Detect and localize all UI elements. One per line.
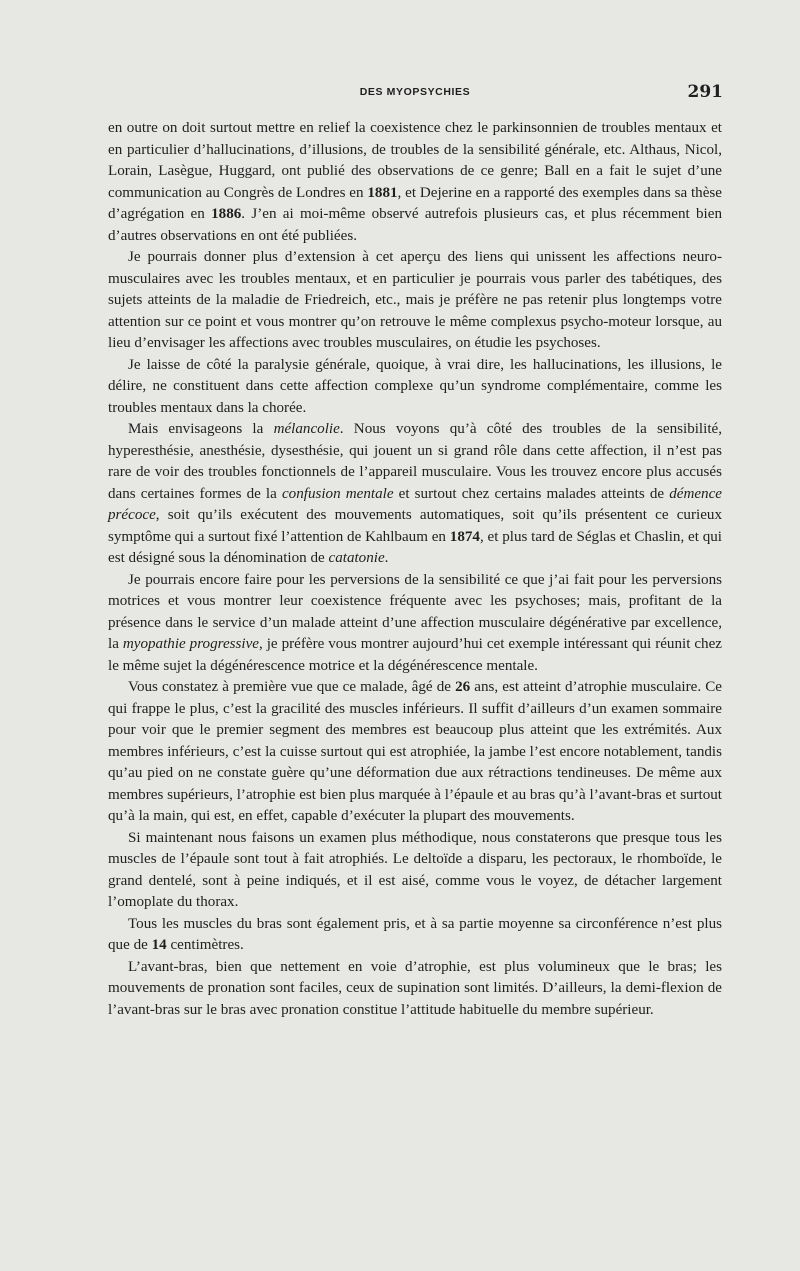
italic-term: mélancolie bbox=[273, 421, 340, 437]
text-run: et surtout chez certains malades atteints de bbox=[393, 485, 670, 502]
text-run: L’avant-bras, bien que nettement en voie d’atrophie, est plus volumineux que le bras; les mouvements de pronation sont faciles, ceux de supination sont limités. D’ailleurs, la demi-flexion de l’avant-bras sur le bras avec pronation constitue l’attitude habituelle du membre supérieur. bbox=[108, 958, 722, 1018]
number: 14 bbox=[151, 937, 167, 953]
text-run: ans, est atteint d’atrophie musculaire. Ce qui frappe le plus, c’est la gracilité des muscles inférieurs. Il suffit d’ailleurs d’un examen sommaire pour voir que le premier segment des membres est beaucoup plus atteint que les extrémités. Aux membres inférieurs, c’est la cuisse surtout qui est atrophiée, la jambe l’est encore notablement, tandis qu’au pied on ne constate guère qu’une déformation due aux rétractions tendineuses. De même aux membres supérieurs, l’atrophie est bien plus marquée à l’épaule et au bras qu’à l’avant-bras et surtout qu’à la main, qui est, en effet, capable d’exécuter la plupart des mouvements. bbox=[108, 679, 722, 824]
paragraph bbox=[108, 828, 722, 914]
paragraph bbox=[108, 419, 722, 570]
text-run: Je laisse de côté la paralysie générale, quoique, à vrai dire, les hallucinations, les illusions, le délire, ne constituent dans cette affection complexe qu’un syndrome complémentaire, comme les troubles mentaux dans la chorée. bbox=[108, 356, 722, 416]
paragraph bbox=[108, 677, 722, 828]
paragraph bbox=[108, 247, 722, 355]
paragraph bbox=[108, 914, 722, 957]
number: 26 bbox=[455, 679, 471, 695]
body-text bbox=[108, 118, 722, 1021]
text-run: Je pourrais donner plus d’extension à cet aperçu des liens qui unissent les affections neuro-musculaires avec les troubles mentaux, et en particulier je pourrais vous parler des tabétiques, des sujets atteints de la maladie de Friedreich, etc., mais je préfère ne pas retenir plus longtemps votre attention sur ce point et vous montrer qu’on retrouve le même complexus psycho-moteur lorsque, au lieu d’envisager les affections avec troubles musculaires, on étudie les psychoses. bbox=[108, 249, 722, 351]
italic-term: confusion mentale bbox=[281, 485, 394, 502]
page-header bbox=[107, 84, 723, 108]
running-title: DES MYOPSYCHIES bbox=[359, 86, 471, 98]
paragraph bbox=[108, 118, 722, 247]
text-run: en outre on doit surtout mettre en relief la coexistence chez le parkinsonnien de troubles mentaux et en particulier d’hallucinations, d’illusions, de troubles de la sensibilité générale, etc. Althaus, Nicol, Lorain, Lasègue, Huggard, ont publié des observations de ce genre; Ball en a fait le sujet d’une communication au Congrès de Londres en bbox=[108, 120, 722, 201]
text-run: Mais envisageons la bbox=[128, 421, 274, 437]
paragraph bbox=[108, 957, 722, 1022]
text-run: centimètres. bbox=[166, 937, 244, 953]
text-run: Je pourrais encore faire pour les perversions de la sensibilité ce que j’ai fait pour les perversions motrices et vous montrer leur coexistence fréquente avec les psychoses; mais, profitant de la présence dans le service d’un malade atteint d’une affection musculaire dégénérative par excellence, la bbox=[108, 571, 722, 652]
number: 1881 bbox=[367, 184, 398, 201]
text-run: Si maintenant nous faisons un examen plus méthodique, nous constaterons que presque tous les muscles de l’épaule sont tout à fait atrophiés. Le deltoïde a disparu, les pectoraux, le rhomboïde, le grand dentelé, sont à peine indiqués, et il est aisé, comme vous le voyez, de détacher largement l’omoplate du thorax. bbox=[108, 829, 722, 910]
paragraph bbox=[108, 355, 722, 420]
text-run: . J’en ai moi-même observé autrefois plusieurs cas, et plus récemment bien d’autres observations en ont été publiées. bbox=[108, 206, 722, 244]
italic-term: catatonie bbox=[328, 550, 385, 566]
italic-term: myopathie progressive bbox=[122, 636, 259, 652]
text-run: . Nous voyons qu’à côté des troubles de la sensibilité, hyperesthésie, anesthésie, dysesthésie, qui jouent un si grand rôle dans cette affection, il n’est pas rare de voir des troubles fonctionnels de l’appareil musculaire. Vous les trouvez encore plus accusés dans certaines formes de la bbox=[108, 421, 722, 502]
text-run: , et Dejerine en a rapporté des exemples dans sa thèse d’agrégation en bbox=[108, 184, 722, 222]
text-run: , soit qu’ils exécutent des mouvements automatiques, soit qu’ils présentent ce curieux symptôme qui a surtout fixé l’attention de Kahlbaum en bbox=[108, 507, 722, 545]
italic-term: démence précoce bbox=[108, 485, 722, 523]
number: 1886 bbox=[211, 206, 242, 222]
text-run: , je préfère vous montrer aujourd’hui cet exemple intéressant qui réunit chez le même sujet la dégénérescence motrice et la dégénérescence mentale. bbox=[108, 636, 722, 674]
number: 1874 bbox=[449, 528, 480, 545]
page-number: 291 bbox=[687, 82, 723, 102]
text-run: Vous constatez à première vue que ce malade, âgé de bbox=[128, 679, 456, 695]
text-run: . bbox=[384, 550, 389, 566]
text-run: Tous les muscles du bras sont également pris, et à sa partie moyenne sa circonférence n’est plus que de bbox=[108, 915, 722, 953]
paragraph bbox=[108, 570, 722, 678]
text-run: , et plus tard de Séglas et Chaslin, et qui est désigné sous la dénomination de bbox=[108, 528, 722, 566]
